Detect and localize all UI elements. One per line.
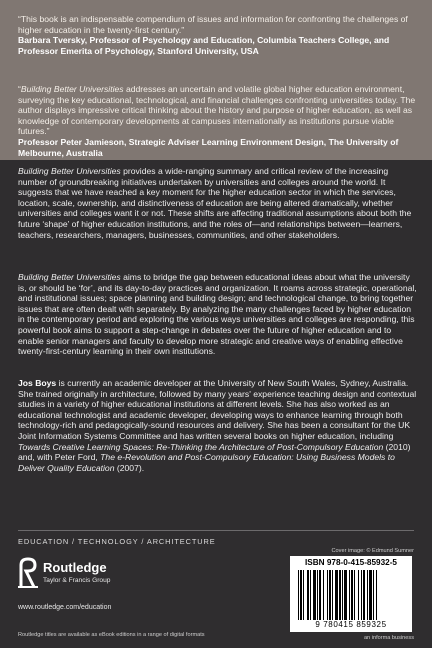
barcode-icon xyxy=(290,570,412,620)
barcode-number: 9 780415 859325 xyxy=(315,620,387,629)
description-2-text: aims to bridge the gap between educational ideas about what the university is, or should be ‘for’, and its day-to-day practices and organization. It roams across strategic, operational, and institutional issues; space planning and building design; and technological change, to bring together issues that are often dealt with separately. By analyzing the many challenges faced by higher education in the contemporary period and exploring the various ways universities and colleges are responding, this powerful book aims to support a step-change in debates over the future of higher education and to enable senior managers and faculty to develop more strategic and creative ways of enabling effective twenty-first-century learning in their own institutions. xyxy=(18,272,417,357)
bio-book-1: Towards Creative Learning Spaces: Re-Thinking the Architecture of Post-Compulsory Education xyxy=(18,441,384,452)
endorsement-2-book-title: Building Better Universities xyxy=(20,84,124,94)
book-title-inline: Building Better Universities xyxy=(18,166,121,176)
publisher-website: www.routledge.com/education xyxy=(18,604,112,611)
ebook-note: Routledge titles are available as eBook editions in a range of digital formats xyxy=(18,632,205,638)
author-name: Jos Boys xyxy=(18,378,57,388)
endorsement-2: “Building Better Universities addresses an uncertain and volatile global higher education environment, surveying the key educational, technological, and financial challenges confronting universities today. The author displays impressive critical thinking about the history and purpose of higher education, as well as knowledge of contemporary developments at campuses internationally as institutions pursue viable futures.” Professor Peter Jamieson, Strategic Adviser Learning Environment Design, The University of Melbourne, Australia xyxy=(18,84,416,158)
description-1-text: provides a wide-ranging summary and critical review of the increasing number of groundbreaking initiatives undertaken by universities and colleges around the world. It suggests that we have reached a key moment for the higher education sector in which the services, location, scale, ownership, and distinctiveness of education are being altered dramatically, whether universities and colleges want it or not. These shifts are affecting traditional assumptions about both the future ‘shape’ of higher education institutions, and the roles of—and relationships between—learners, teachers, researchers, managers, businesses, communities, and other stakeholders. xyxy=(18,166,412,240)
isbn: ISBN 978-0-415-85932-5 xyxy=(305,558,397,567)
endorsement-1-text: “This book is an indispensable compendium of issues and information for confronting the challenges of higher education in the twenty-first century.” xyxy=(18,14,408,35)
endorsement-1-source: Barbara Tversky, Professor of Psychology and Education, Columbia Teachers College, and Professor Emerita of Psychology, Stanford University, USA xyxy=(18,35,390,56)
endorsement-1 xyxy=(18,14,418,56)
endorsements-panel xyxy=(0,0,432,160)
routledge-logo-icon xyxy=(18,557,38,589)
barcode-panel xyxy=(290,556,412,632)
bio-text-2: (2010) and, with Peter Ford, xyxy=(18,441,411,463)
endorsement-2-source: Professor Peter Jamieson, Strategic Adviser Learning Environment Design, The University of Melbourne, Australia xyxy=(18,136,399,158)
bio-book-2: The e-Revolution and Post-Compulsory Education: Using Business Models to Deliver Quality Education xyxy=(18,452,395,473)
cover-credit: Cover image: © Edmund Sumner xyxy=(331,548,414,554)
endorsement-2-text: addresses an uncertain and volatile global higher education environment, surveying the key educational, technological, and financial challenges confronting universities today. The author displays impressive critical thinking about the history and purpose of higher education, as well as knowledge of contemporary developments at campuses internationally as institutions pursue viable futures.” xyxy=(18,84,416,137)
description-paragraph-2 xyxy=(18,272,418,357)
book-title-inline: Building Better Universities xyxy=(18,272,121,282)
publisher-group: Taylor & Francis Group xyxy=(43,577,111,584)
description-paragraph-1 xyxy=(18,166,418,240)
publisher-name: Routledge xyxy=(43,560,107,575)
author-bio xyxy=(18,378,418,473)
divider xyxy=(18,530,414,531)
publisher-logo xyxy=(18,555,198,595)
informa-tagline: an informa business xyxy=(363,635,414,641)
bio-text-1: is currently an academic developer at the University of New South Wales, Sydney, Australia. She trained originally in architecture, followed by many years' experience teaching design and contextual studies in a variety of higher educational institutions at different levels. She has also worked as an educational technologist and academic developer, developing ways to enhance learning through both technology-rich and pedagogically-sound resources and delivery. She has been a consultant for the UK Joint Information Systems Committee and has written several books on higher education, including xyxy=(18,378,417,441)
bio-text-3: (2007). xyxy=(114,462,145,473)
subject-categories: EDUCATION / TECHNOLOGY / ARCHITECTURE xyxy=(18,537,216,546)
